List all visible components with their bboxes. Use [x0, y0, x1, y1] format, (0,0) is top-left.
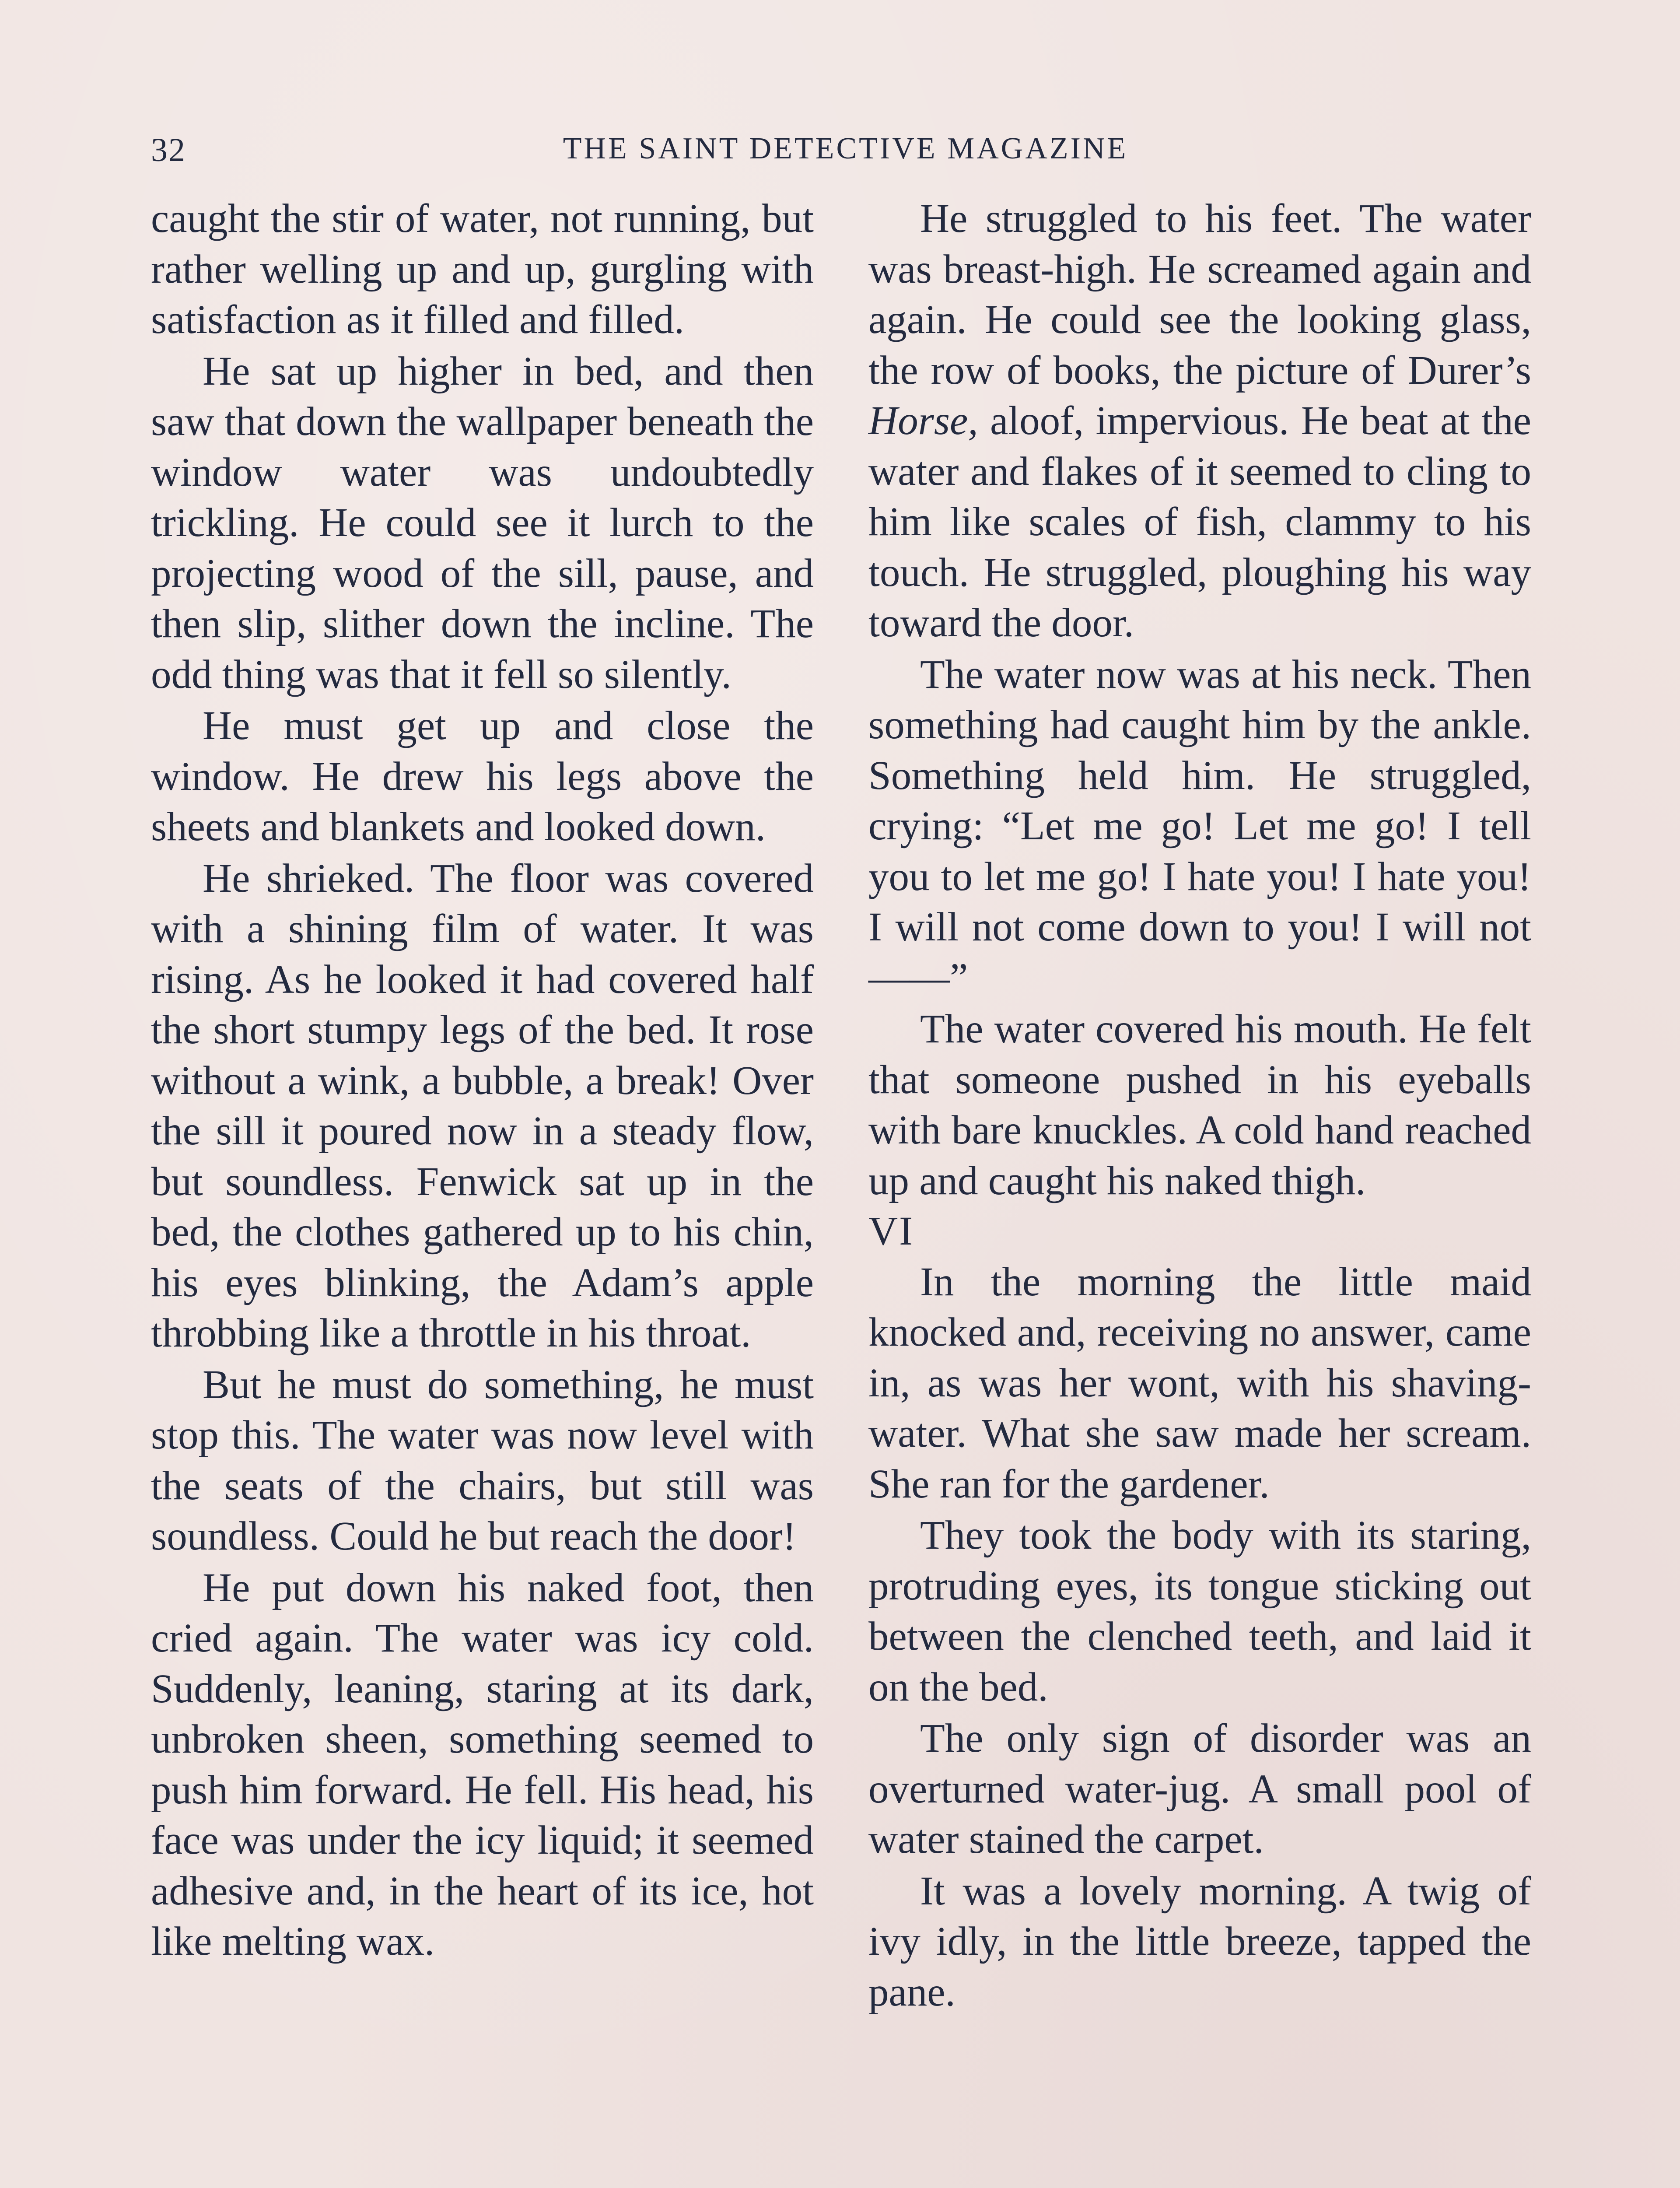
artwork-title: Horse, — [868, 398, 978, 443]
paragraph: In the morning the little maid knocked and, receiving no answer, came in, as was her wont, with his shaving-water. What she saw made her scream. She ran for the gardener. — [868, 1259, 1531, 1507]
paragraph: But he must do something, he must stop this. The water was now level with the seats of the chairs, but still was soundless. Could he but reach the door! — [151, 1362, 814, 1559]
paragraph-text: aloof, impervious. He beat at the water and flakes of it seemed to cling to him like scales of fish, clammy to his touch. He struggled, ploughing his way toward the door. — [868, 398, 1531, 645]
right-column — [868, 193, 1531, 2017]
paragraph: He sat up higher in bed, and then saw that down the wallpaper beneath the window water was undoubtedly trickling. He could see it lurch to the projecting wood of the sill, pause, and then slip, slither down the incline. The odd thing was that it fell so silently. — [151, 348, 814, 697]
paragraph-text: He struggled to his feet. The water was breast-high. He screamed again and again. He could see the looking glass, the row of books, the picture of Durer’s — [868, 196, 1531, 393]
page-number: 32 — [151, 132, 186, 168]
running-title: THE SAINT DETECTIVE MAGAZINE — [563, 132, 1128, 165]
paragraph: He shrieked. The floor was covered with a shining film of water. It was rising. As he looked it had covered half the short stumpy legs of the bed. It rose without a wink, a bubble, a break! Over the sill it poured now in a steady flow, but soundless. Fenwick sat up in the bed, the clothes gathered up to his chin, his eyes blinking, the Adam’s apple throbbing like a throttle in his throat. — [151, 856, 814, 1356]
paragraph: He put down his naked foot, then cried again. The water was icy cold. Suddenly, leaning, staring at its dark, unbroken sheen, something seemed to push him forward. He fell. His head, his face was under the icy liquid; it seemed adhesive and, in the heart of its ice, hot like melting wax. — [151, 1565, 814, 1964]
paragraph — [868, 193, 1531, 649]
paragraph: The water covered his mouth. He felt that someone pushed in his eyeballs with bare knuckles. A cold hand reached up and caught his naked thigh. — [868, 1006, 1531, 1203]
section-heading: VI — [868, 1209, 914, 1254]
paragraph: caught the stir of water, not running, but rather welling up and up, gurgling with satisfaction as it filled and filled. — [151, 196, 814, 342]
paragraph: The water now was at his neck. Then something had caught him by the ankle. Something held him. He struggled, crying: “Let me go! Let me go! I tell you to let me go! I hate you! I hate you! I will not come down to you! I will not——” — [868, 652, 1531, 1000]
paragraph: The only sign of disorder was an overturned water-jug. A small pool of water stained the carpet. — [868, 1716, 1531, 1862]
left-column — [151, 193, 814, 1967]
paragraph: He must get up and close the window. He drew his legs above the sheets and blankets and looked down. — [151, 703, 814, 849]
paragraph: It was a lovely morning. A twig of ivy idly, in the little breeze, tapped the pane. — [868, 1868, 1531, 2015]
page-header — [151, 131, 1540, 175]
paragraph: They took the body with its staring, protruding eyes, its tongue sticking out between the clenched teeth, and laid it on the bed. — [868, 1513, 1531, 1710]
